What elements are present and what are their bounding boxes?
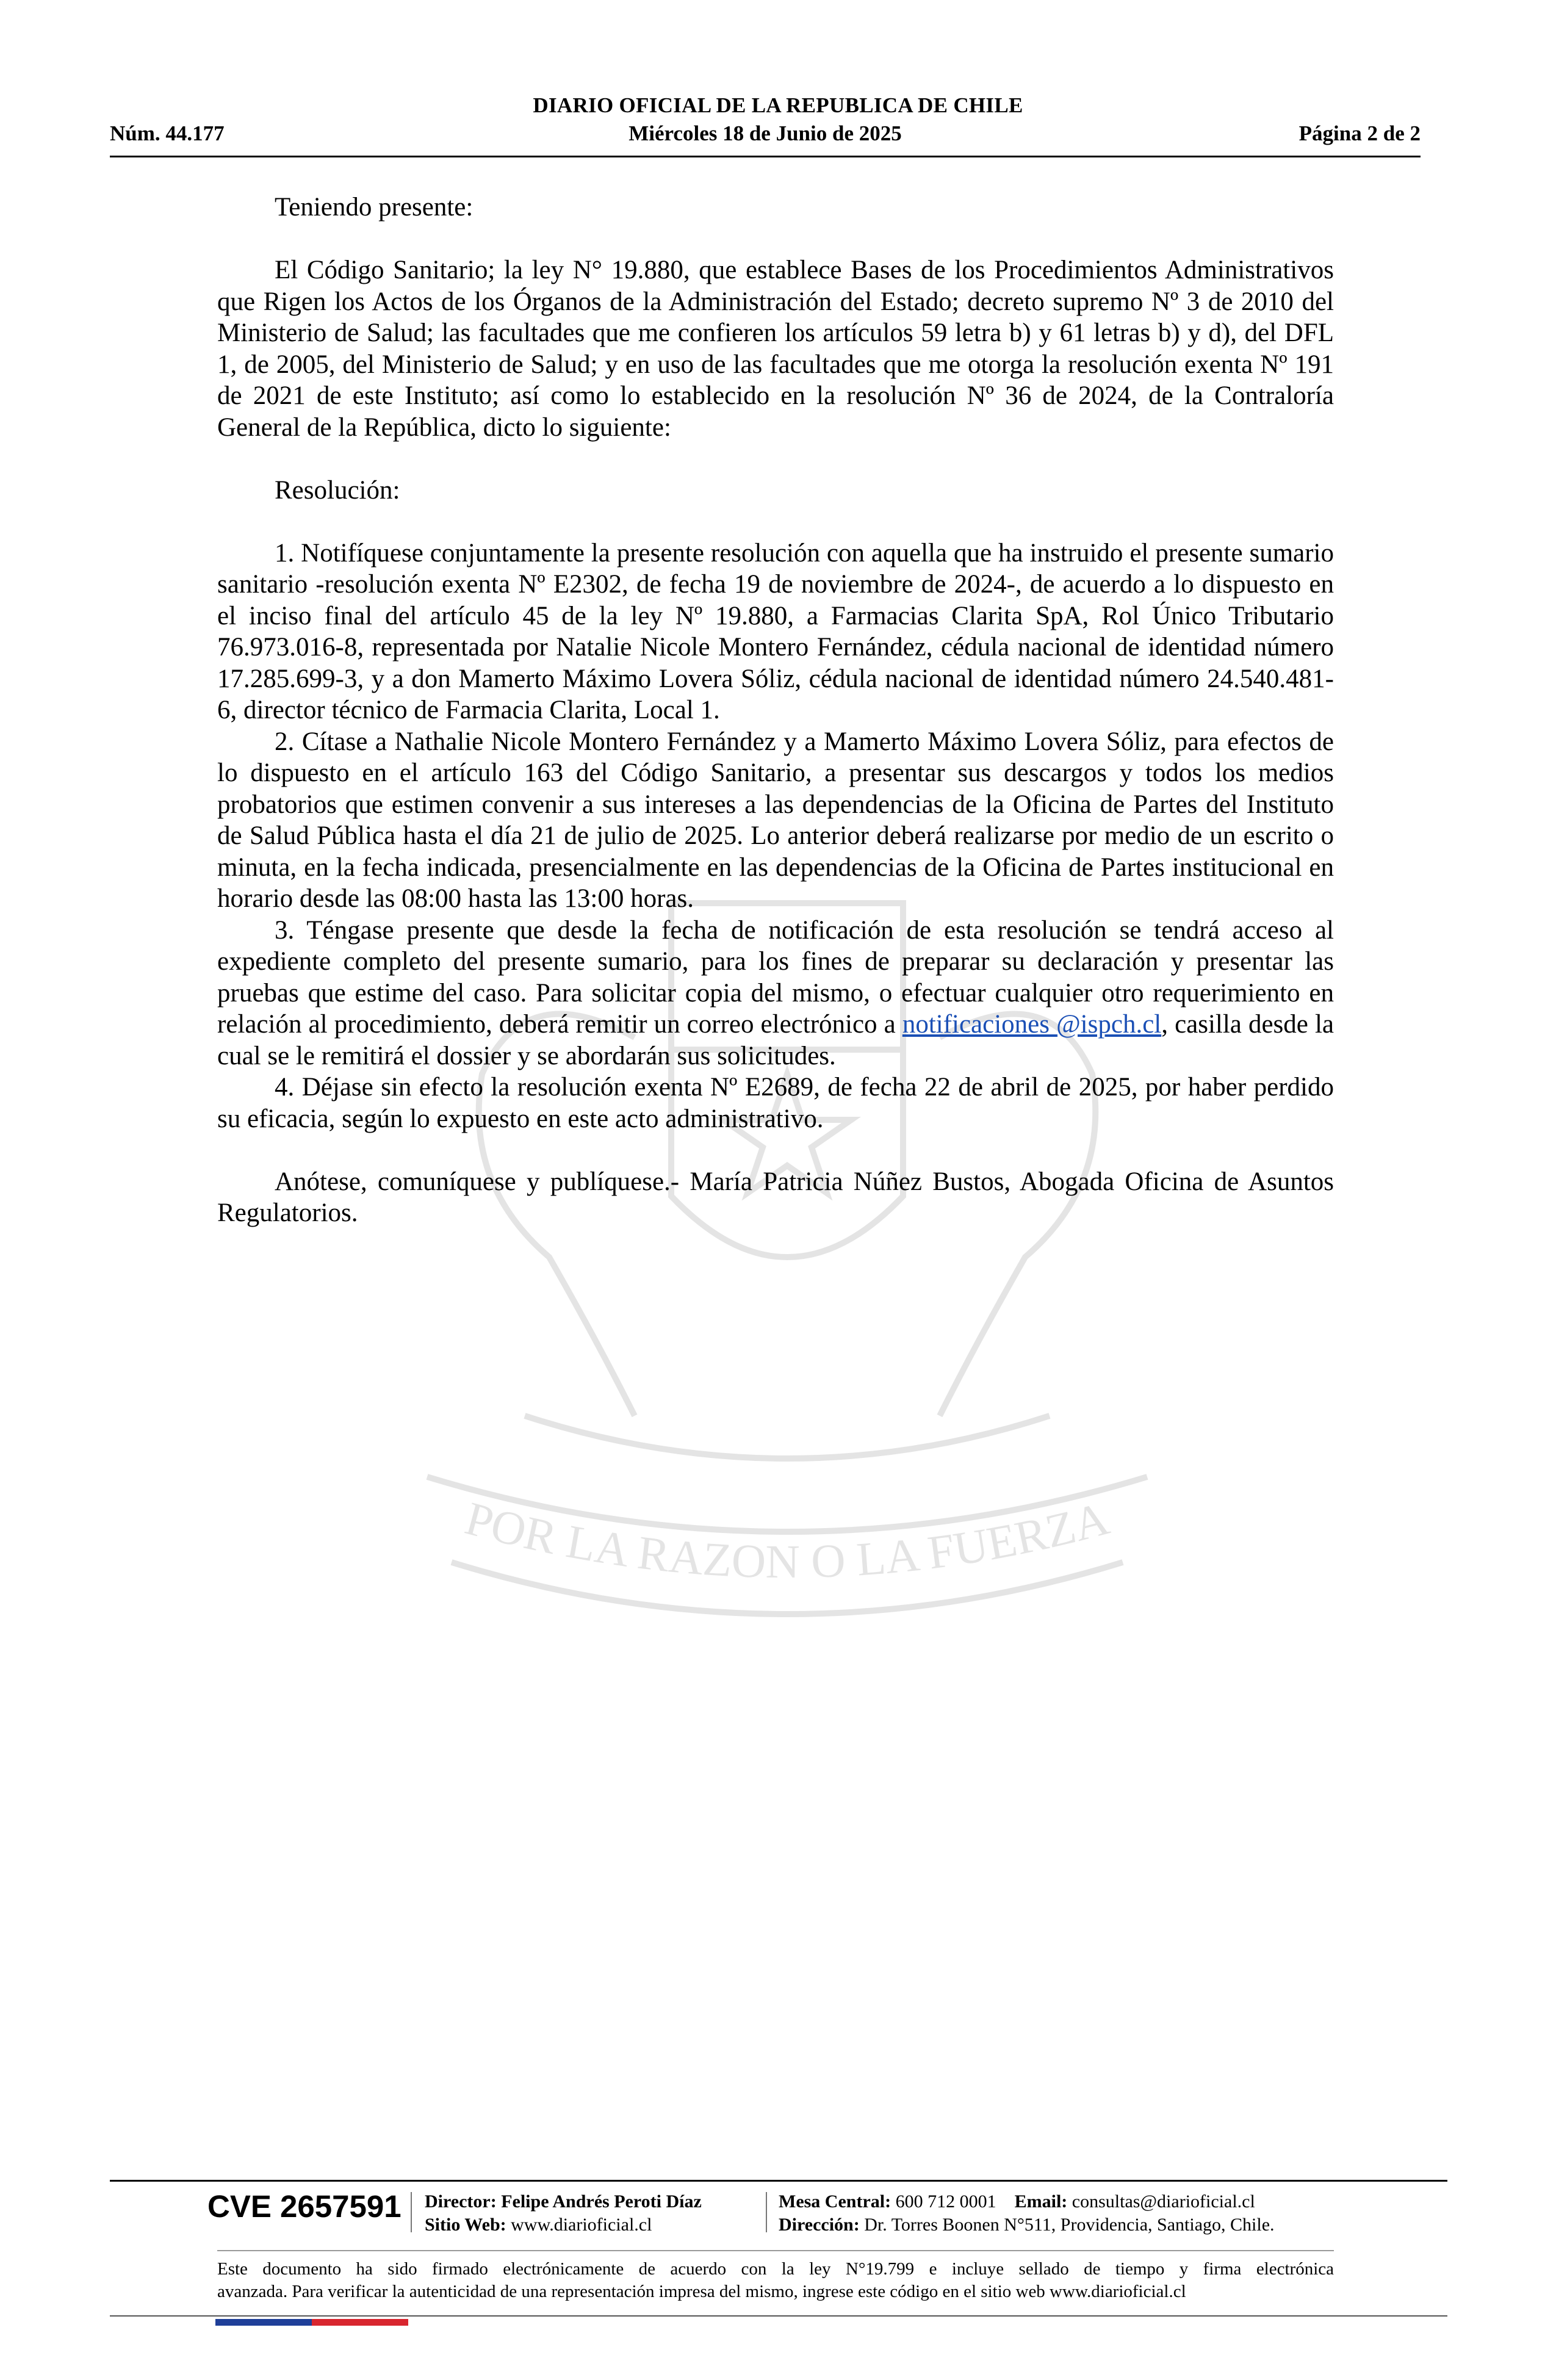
notification-email-link[interactable]: notificaciones @ispch.cl [902, 1010, 1162, 1039]
director-name: Felipe Andrés Peroti Díaz [501, 2191, 702, 2212]
site-url[interactable]: www.diarioficial.cl [511, 2215, 652, 2235]
resolution-heading: Resolución: [275, 475, 400, 505]
intro-line: Teniendo presente: [275, 193, 474, 222]
chile-flag-stripe [215, 2319, 408, 2326]
cve-code: CVE 2657591 [207, 2189, 402, 2224]
resolution-item-1: 1. Notifíquese conjuntamente la presente resolución con aquella que ha instruido el presente sumario sanitario -resolución exenta Nº E2302, de fecha 19 de noviembre de 2024-, de acuerdo a lo dispuesto en el inciso final del artículo 45 de la ley Nº 19.880, a Farmacias Clarita SpA, Rol Único Tributario 76.973.016-8, representada por Natalie Nicole Montero Fernández, cédula nacional de identidad número 17.285.699-3, y a don Mamerto Máximo Lovera Sóliz, cédula nacional de identidad número 24.540.481-6, director técnico de Farmacia Clarita, Local 1. [217, 538, 1334, 724]
footer-middle-rule [217, 2250, 1334, 2251]
closing-signature: Anótese, comuníquese y publíquese.- María Patricia Núñez Bustos, Abogada Oficina de Asuntos Regulatorios. [217, 1167, 1334, 1227]
address: Dr. Torres Boonen N°511, Providencia, Santiago, Chile. [864, 2215, 1275, 2235]
footer-contact-block: Mesa Central: 600 712 0001 Email: consultas@diarioficial.cl Dirección: Dr. Torres Boonen N°511, Providencia, Santiago, Chile. [779, 2191, 1275, 2235]
footer-legal-notice: Este documento ha sido firmado electrónicamente de acuerdo con la ley N°19.799 e incluye sellado de tiempo y firma electrónica avanzada. Para verificar la autenticidad de una representación impresa del mismo, ingrese este código en el sitio web www.diarioficial.cl [217, 2259, 1334, 2301]
page-number: Página 2 de 2 [1298, 121, 1421, 145]
header-divider [110, 156, 1421, 157]
footer-director-block: Director: Felipe Andrés Peroti Díaz Sitio Web: www.diarioficial.cl [425, 2191, 702, 2235]
considerations-paragraph: El Código Sanitario; la ley N° 19.880, que establece Bases de los Procedimientos Administrativos que Rigen los Actos de los Órganos de la Administración del Estado; decreto supremo Nº 3 de 2010 del Ministerio de Salud; las facultades que me confieren los artículos 59 letra b) y 61 letras b) y d), del DFL 1, de 2005, del Ministerio de Salud; y en uso de las facultades que me otorga la resolución exenta Nº 191 de 2021 de este Instituto; así como lo establecido en la resolución Nº 36 de 2024, de la Contraloría General de la República, dicto lo siguiente: [217, 256, 1334, 442]
svg-text:POR LA RAZON O LA FUERZA [460, 1491, 1114, 1588]
item-3-text: 3. Téngase presente que desde la fecha de notificación de esta resolución se tendrá acceso al expediente completo del presente sumario, para los fines de preparar su declaración y presentar las pruebas que estime del caso. Para solicitar copia del mismo, o efectuar cualquier otro requerimiento en relación al procedimiento, deberá remitir un correo electrónico a [217, 915, 1334, 1039]
footer-top-rule [110, 2180, 1447, 2182]
footer-separator [766, 2192, 767, 2232]
contact-email[interactable]: consultas@diarioficial.cl [1072, 2191, 1255, 2212]
item-3-tail: , casilla desde la cual se le remitirá el dossier y se abordarán sus solicitudes. [217, 1010, 1334, 1070]
resolution-body [217, 192, 1334, 1229]
footer-separator [411, 2192, 412, 2232]
issue-date: Miércoles 18 de Junio de 2025 [629, 121, 902, 145]
watermark-motto: POR LA RAZON O LA FUERZA [459, 1491, 1115, 1588]
newspaper-title: DIARIO OFICIAL DE LA REPUBLICA DE CHILE [533, 93, 1023, 117]
issue-number: Núm. 44.177 [110, 121, 225, 145]
footer-bottom-rule [110, 2315, 1447, 2317]
resolution-item-3 [217, 915, 1334, 1072]
resolution-item-2: 2. Cítase a Nathalie Nicole Montero Fernández y a Mamerto Máximo Lovera Sóliz, para efectos de lo dispuesto en el artículo 163 del Código Sanitario, a presentar sus descargos y todos los medios probatorios que estimen convenir a sus intereses a las dependencias de la Oficina de Partes del Instituto de Salud Pública hasta el día 21 de julio de 2025. Lo anterior deberá realizarse por medio de un escrito o minuta, en la fecha indicada, presencialmente en las dependencias de la Oficina de Partes institucional en horario desde las 08:00 hasta las 13:00 horas. [217, 727, 1334, 913]
phone-number: 600 712 0001 [895, 2191, 996, 2212]
resolution-item-4: 4. Déjase sin efecto la resolución exenta Nº E2689, de fecha 22 de abril de 2025, por haber perdido su eficacia, según lo expuesto en este acto administrativo. [217, 1073, 1334, 1133]
